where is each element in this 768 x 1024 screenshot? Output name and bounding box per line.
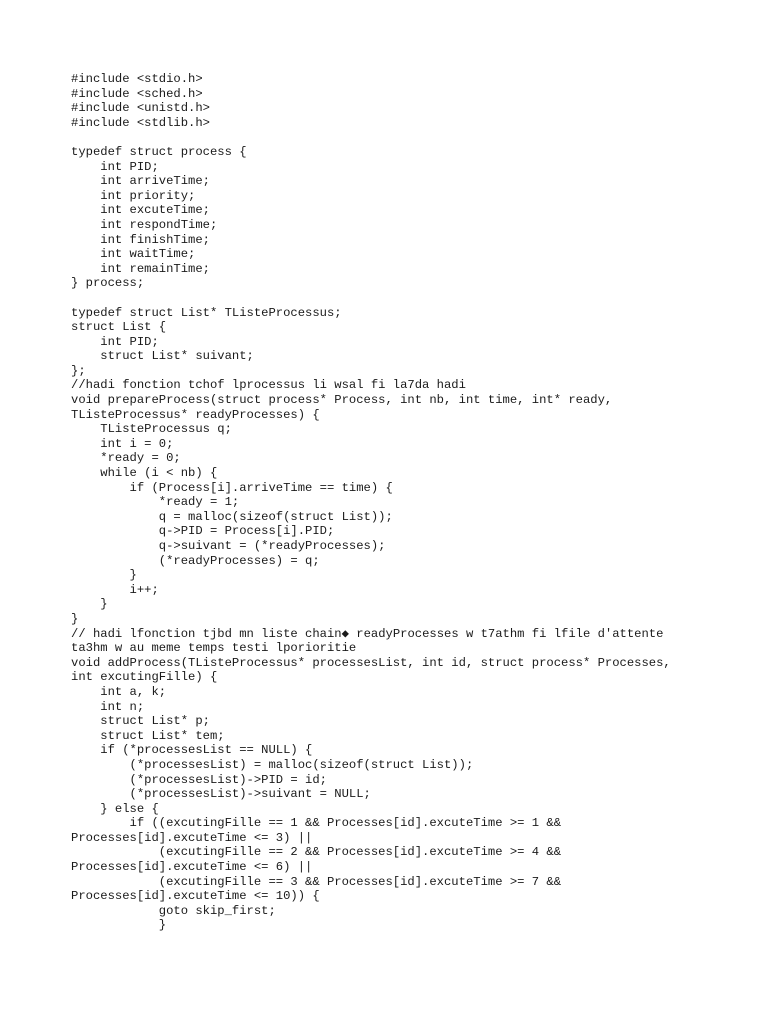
- code-line: TListeProcessus* readyProcesses) {: [71, 407, 320, 422]
- code-line: Processes[id].excuteTime <= 3) ||: [71, 830, 313, 845]
- code-line: #include <unistd.h>: [71, 101, 210, 116]
- code-line: struct List* p;: [71, 714, 210, 729]
- code-line: //hadi fonction tchof lprocessus li wsal fi la7da hadi: [71, 378, 466, 393]
- code-line: [71, 130, 751, 145]
- code-line: ta3hm w au meme temps testi lporioritie: [71, 641, 357, 656]
- code-line: }: [71, 597, 108, 612]
- code-line: typedef struct process {: [71, 144, 247, 159]
- code-line: int waitTime;: [71, 247, 196, 262]
- code-line: i++;: [71, 582, 159, 597]
- code-line: *ready = 1;: [71, 495, 240, 510]
- code-line: int remainTime;: [71, 261, 210, 276]
- code-line: struct List {: [71, 320, 167, 335]
- code-line: goto skip_first;: [71, 903, 276, 918]
- code-line: int PID;: [71, 159, 159, 174]
- code-line: Processes[id].excuteTime <= 10)) {: [71, 889, 320, 904]
- code-line: int excuteTime;: [71, 203, 210, 218]
- code-line: (*processesList)->PID = id;: [71, 772, 327, 787]
- code-line: int finishTime;: [71, 232, 210, 247]
- code-line: q->PID = Process[i].PID;: [71, 524, 335, 539]
- code-line: #include <stdio.h>: [71, 72, 203, 86]
- code-line: void addProcess(TListeProcessus* processesList, int id, struct process* Processes,: [71, 655, 671, 670]
- code-line: (excutingFille == 3 && Processes[id].excuteTime >= 7 &&: [71, 874, 562, 889]
- code-line: struct List* tem;: [71, 728, 225, 743]
- code-line: (*processesList) = malloc(sizeof(struct List));: [71, 757, 474, 772]
- code-line: int arriveTime;: [71, 174, 210, 189]
- code-line: if (*processesList == NULL) {: [71, 743, 313, 758]
- code-line: typedef struct List* TListeProcessus;: [71, 305, 342, 320]
- code-line: };: [71, 363, 86, 378]
- code-line: q->suivant = (*readyProcesses);: [71, 539, 386, 553]
- code-line: }: [71, 918, 167, 933]
- code-line: if ((excutingFille == 1 && Processes[id].excuteTime >= 1 &&: [71, 816, 562, 831]
- code-line: void prepareProcess(struct process* Process, int nb, int time, int* ready,: [71, 393, 613, 408]
- code-line: int n;: [71, 699, 145, 714]
- code-line: [71, 291, 751, 306]
- code-line: q = malloc(sizeof(struct List));: [71, 509, 393, 524]
- code-line: int respondTime;: [71, 217, 218, 232]
- code-line: TListeProcessus q;: [71, 422, 232, 437]
- code-line: struct List* suivant;: [71, 349, 254, 364]
- code-line: } process;: [71, 276, 145, 291]
- code-line: }: [71, 611, 79, 626]
- code-line: while (i < nb) {: [71, 466, 218, 481]
- code-line: int a, k;: [71, 684, 167, 699]
- code-line: (*processesList)->suivant = NULL;: [71, 787, 371, 802]
- code-line: if (Process[i].arriveTime == time) {: [71, 480, 393, 495]
- code-line: }: [71, 568, 137, 583]
- code-line: int priority;: [71, 188, 196, 203]
- code-line: Processes[id].excuteTime <= 6) ||: [71, 860, 313, 875]
- code-line: (excutingFille == 2 && Processes[id].excuteTime >= 4 &&: [71, 845, 562, 860]
- code-line: } else {: [71, 801, 159, 816]
- code-line: *ready = 0;: [71, 451, 181, 466]
- code-line: // hadi lfonction tjbd mn liste chain◆ readyProcesses w t7athm fi lfile d'attente: [71, 626, 664, 641]
- code-listing: [71, 72, 751, 933]
- code-line: int PID;: [71, 334, 159, 349]
- code-line: #include <sched.h>: [71, 86, 203, 101]
- code-line: int excutingFille) {: [71, 670, 218, 685]
- code-line: #include <stdlib.h>: [71, 115, 210, 130]
- code-line: int i = 0;: [71, 436, 174, 451]
- code-line: (*readyProcesses) = q;: [71, 553, 320, 568]
